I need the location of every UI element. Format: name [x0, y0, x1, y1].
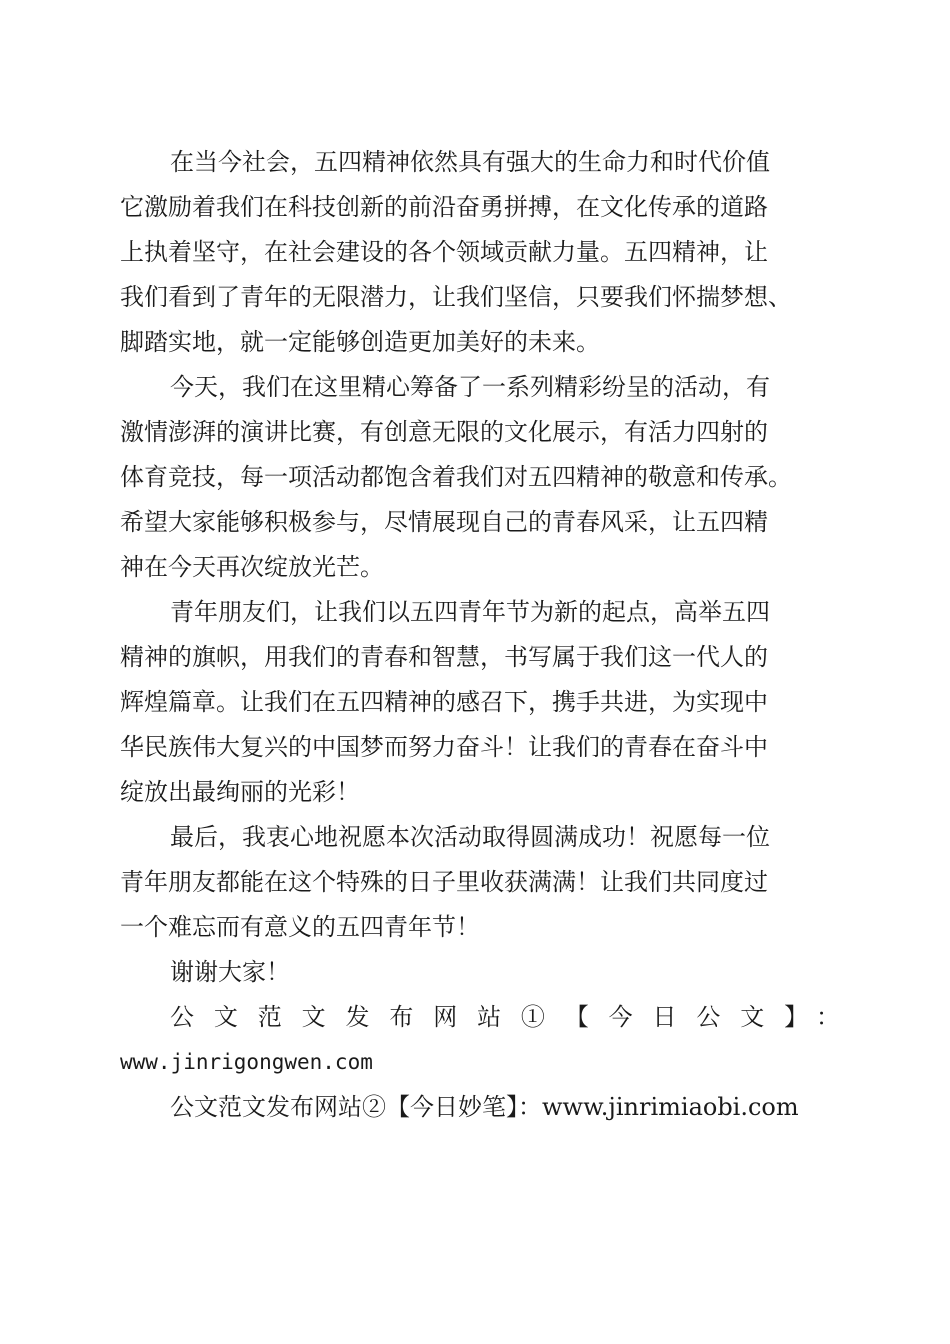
paragraph-1-line-4: 我们看到了青年的无限潜力，让我们坚信，只要我们怀揣梦想、	[120, 283, 792, 311]
paragraph-1-line-1: 在当今社会，五四精神依然具有强大的生命力和时代价值	[170, 148, 770, 176]
paragraph-1-line-3: 上执着坚守，在社会建设的各个领域贡献力量。五四精神，让	[120, 238, 768, 266]
paragraph-2-line-2: 激情澎湃的演讲比赛，有创意无限的文化展示，有活力四射的	[120, 418, 768, 446]
paragraph-1-line-2: 它激励着我们在科技创新的前沿奋勇拼搏，在文化传承的道路	[120, 193, 768, 221]
paragraph-2-line-3: 体育竞技，每一项活动都饱含着我们对五四精神的敬意和传承。	[120, 463, 792, 491]
footer-site-2-line[interactable]: 公文范文发布网站②【今日妙笔】：www.jinrimiaobi.com	[170, 1093, 799, 1121]
paragraph-3-line-4: 华民族伟大复兴的中国梦而努力奋斗！让我们的青春在奋斗中	[120, 733, 768, 761]
paragraph-2-line-5: 神在今天再次绽放光芒。	[120, 553, 384, 581]
paragraph-4-line-2: 青年朋友都能在这个特殊的日子里收获满满！让我们共同度过	[120, 868, 768, 896]
paragraph-4-line-3: 一个难忘而有意义的五四青年节！	[120, 913, 480, 941]
paragraph-2-line-1: 今天，我们在这里精心筹备了一系列精彩纷呈的活动，有	[170, 373, 770, 401]
paragraph-3-line-3: 辉煌篇章。让我们在五四精神的感召下，携手共进，为实现中	[120, 688, 768, 716]
closing-thanks: 谢谢大家！	[170, 958, 290, 986]
paragraph-3-line-5: 绽放出最绚丽的光彩！	[120, 778, 360, 806]
footer-site-1-url[interactable]: www.jinrigongwen.com	[120, 1050, 373, 1074]
paragraph-4-line-1: 最后，我衷心地祝愿本次活动取得圆满成功！祝愿每一位	[170, 823, 770, 851]
paragraph-3-line-2: 精神的旗帜，用我们的青春和智慧，书写属于我们这一代人的	[120, 643, 768, 671]
footer-site-1-label: 公文范文发布网站①【今日公文】：	[170, 1003, 840, 1031]
paragraph-1-line-5: 脚踏实地，就一定能够创造更加美好的未来。	[120, 328, 600, 356]
paragraph-2-line-4: 希望大家能够积极参与，尽情展现自己的青春风采，让五四精	[120, 508, 768, 536]
paragraph-3-line-1: 青年朋友们，让我们以五四青年节为新的起点，高举五四	[170, 598, 770, 626]
